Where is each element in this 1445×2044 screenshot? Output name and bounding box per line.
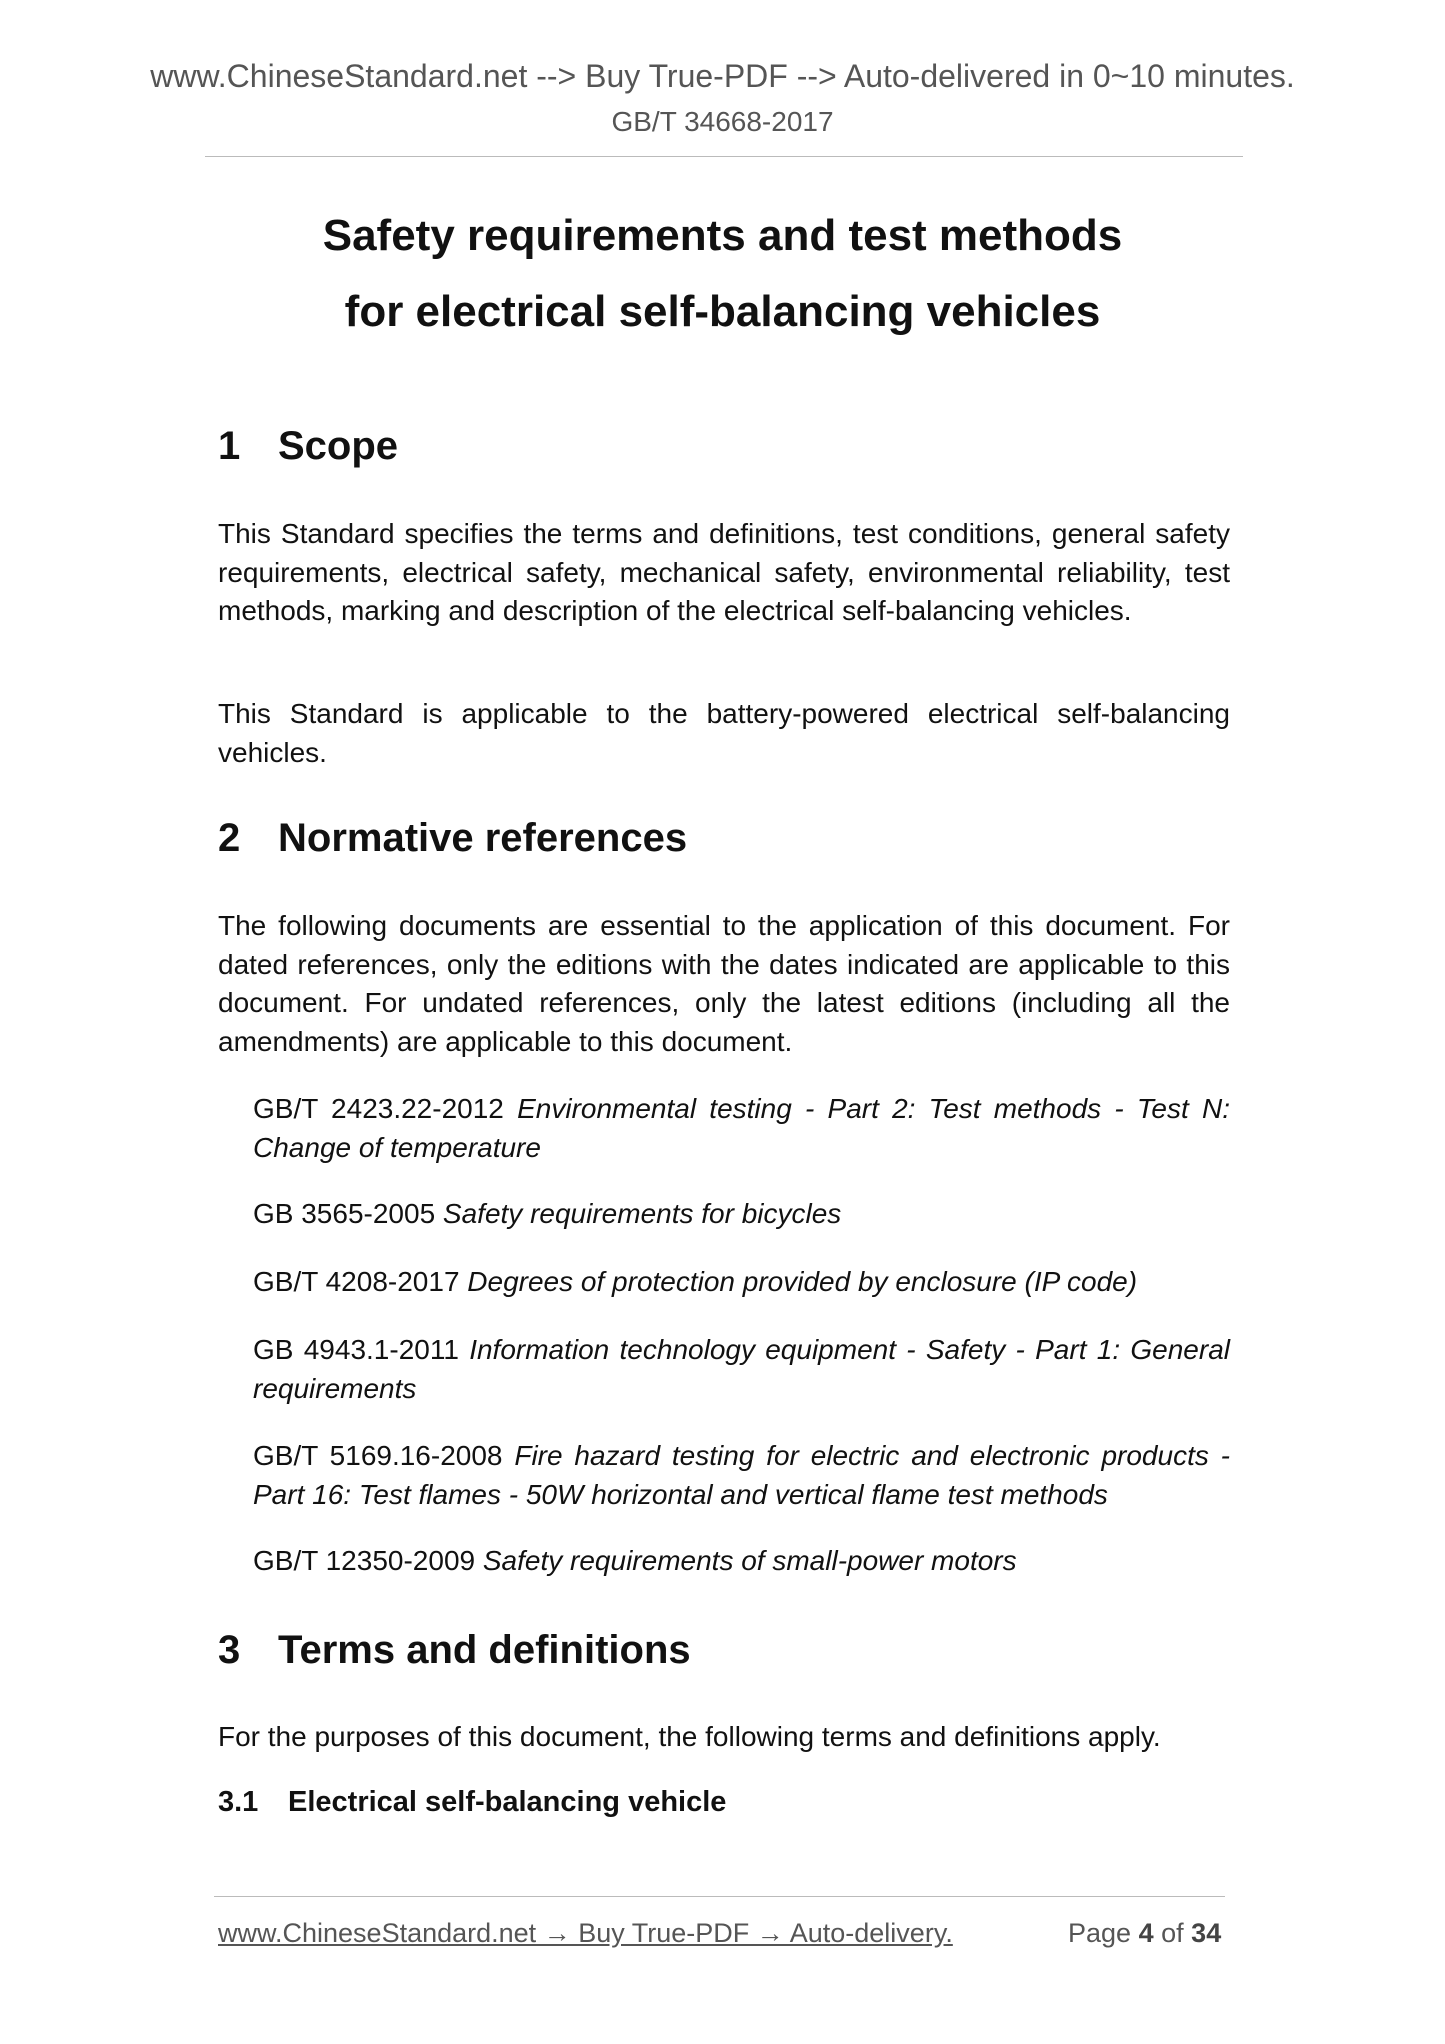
subsection-title: Electrical self-balancing vehicle <box>288 1786 727 1818</box>
footer-link[interactable]: www.ChineseStandard.net → Buy True-PDF → Auto-delivery. <box>218 1918 953 1948</box>
reference-code: GB/T 12350-2009 <box>253 1545 476 1576</box>
footer-divider <box>214 1896 1225 1897</box>
reference-item <box>253 1090 1230 1167</box>
section-2-heading <box>218 816 687 861</box>
section-1-heading <box>218 424 398 469</box>
reference-code: GB 4943.1-2011 <box>253 1334 459 1365</box>
terms-intro: For the purposes of this document, the following terms and definitions apply. <box>218 1721 1161 1752</box>
references-intro: The following documents are essential to the application of this document. For dated references, only the editions with the dates indicated are applicable to this document. For undated references, only the latest editions (including all the amendments) are applicable to this document. <box>218 910 1230 1057</box>
page-number <box>1068 1918 1221 1949</box>
page-label: Page <box>1068 1918 1132 1948</box>
page-of: of <box>1161 1918 1184 1948</box>
section-title: Scope <box>278 424 399 468</box>
page-current: 4 <box>1138 1918 1154 1948</box>
section-title: Normative references <box>278 816 688 860</box>
header-banner: www.ChineseStandard.net --> Buy True-PDF --> Auto-delivered in 0~10 minutes. <box>150 58 1295 94</box>
reference-code: GB/T 2423.22-2012 <box>253 1093 504 1124</box>
reference-title: Environmental testing - Part 2: Test methods - Test N: Change of temperature <box>253 1093 1230 1163</box>
reference-code: GB/T 4208-2017 <box>253 1266 460 1297</box>
section-number: 3 <box>218 1628 241 1672</box>
reference-title: Safety requirements of small-power motors <box>482 1545 1017 1576</box>
reference-item <box>253 1263 1230 1302</box>
section-title: Terms and definitions <box>278 1628 691 1672</box>
section-number: 2 <box>218 816 241 860</box>
page-total: 34 <box>1191 1918 1222 1948</box>
scope-paragraph-1: This Standard specifies the terms and definitions, test conditions, general safety requirements, electrical safety, mechanical safety, environmental reliability, test methods, marking and description of the electrical self-balancing vehicles. <box>218 518 1230 626</box>
section-3-heading <box>218 1628 691 1673</box>
reference-item <box>253 1331 1230 1408</box>
reference-title: Safety requirements for bicycles <box>442 1198 842 1229</box>
reference-title: Degrees of protection provided by enclosure (IP code) <box>467 1266 1138 1297</box>
reference-code: GB/T 5169.16-2008 <box>253 1440 503 1471</box>
document-title <box>0 198 1445 350</box>
standard-code: GB/T 34668-2017 <box>611 106 834 137</box>
reference-item <box>253 1542 1230 1581</box>
title-line-2: for electrical self-balancing vehicles <box>344 287 1101 336</box>
subsection-number: 3.1 <box>218 1786 259 1818</box>
section-number: 1 <box>218 424 241 468</box>
scope-paragraph-2: This Standard is applicable to the battery-powered electrical self-balancing vehicles. <box>218 698 1230 768</box>
title-line-1: Safety requirements and test methods <box>322 211 1123 260</box>
header-divider <box>205 156 1243 157</box>
reference-item <box>253 1437 1230 1514</box>
reference-code: GB 3565-2005 <box>253 1198 436 1229</box>
reference-item <box>253 1195 1230 1234</box>
subsection-3-1-heading <box>218 1786 726 1819</box>
reference-title: Information technology equipment - Safety - Part 1: General requirements <box>253 1334 1230 1404</box>
reference-title: Fire hazard testing for electric and electronic products - Part 16: Test flames - 50W horizontal and vertical flame test methods <box>253 1440 1231 1510</box>
